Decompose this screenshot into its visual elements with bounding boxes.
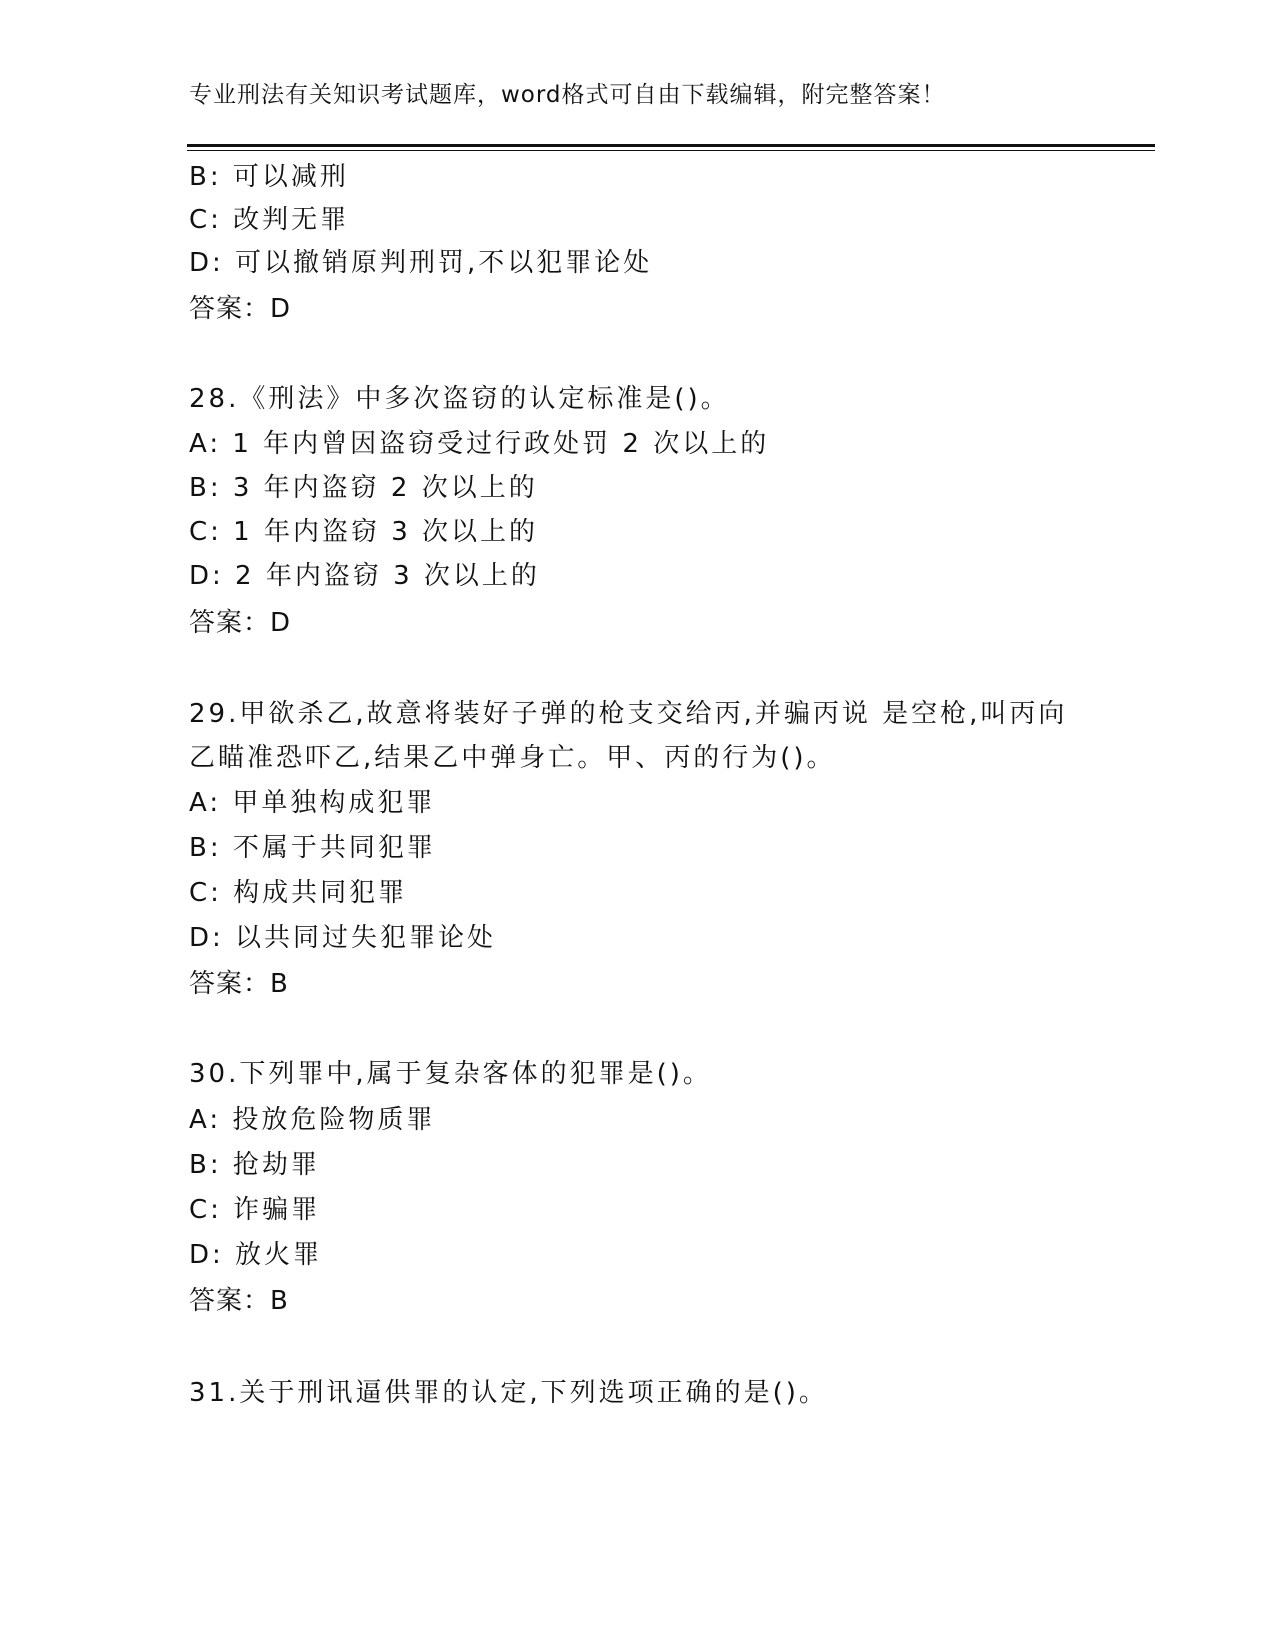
option-b: B: 3 年内盗窃 2 次以上的 [189,473,538,503]
question-stem-line-2: 乙瞄准恐吓乙,结果乙中弹身亡。甲、丙的行为()。 [189,743,836,773]
option-c: C: 改判无罪 [189,205,350,235]
option-d: D: 以共同过失犯罪论处 [189,923,497,953]
header-rule-thin [187,150,1155,151]
answer: 答案：B [189,969,289,999]
option-d: D: 放火罪 [189,1240,323,1270]
option-a: A: 1 年内曾因盗窃受过行政处罚 2 次以上的 [189,429,770,459]
option-b: B: 可以减刑 [189,162,349,192]
option-d: D: 2 年内盗窃 3 次以上的 [189,561,540,591]
question-stem-line-1: 29.甲欲杀乙,故意将装好子弹的枪支交给丙,并骗丙说 是空枪,叫丙向 [189,699,1068,729]
option-a: A: 投放危险物质罪 [189,1105,436,1135]
option-b: B: 抢劫罪 [189,1150,320,1180]
header-rule-thick [187,144,1155,147]
answer: 答案：D [189,608,292,638]
option-b: B: 不属于共同犯罪 [189,833,436,863]
question-stem: 28.《刑法》中多次盗窃的认定标准是()。 [189,384,730,414]
answer: 答案：B [189,1286,289,1316]
answer: 答案：D [189,294,292,324]
option-c: C: 1 年内盗窃 3 次以上的 [189,517,539,547]
option-a: A: 甲单独构成犯罪 [189,788,436,818]
header-title: 专业刑法有关知识考试题库，word格式可自由下载编辑，附完整答案！ [189,82,946,108]
question-stem: 31.关于刑讯逼供罪的认定,下列选项正确的是()。 [189,1378,828,1408]
option-c: C: 诈骗罪 [189,1195,321,1225]
option-c: C: 构成共同犯罪 [189,878,408,908]
option-d: D: 可以撤销原判刑罚,不以犯罪论处 [189,248,653,278]
question-stem: 30.下列罪中,属于复杂客体的犯罪是()。 [189,1059,712,1089]
